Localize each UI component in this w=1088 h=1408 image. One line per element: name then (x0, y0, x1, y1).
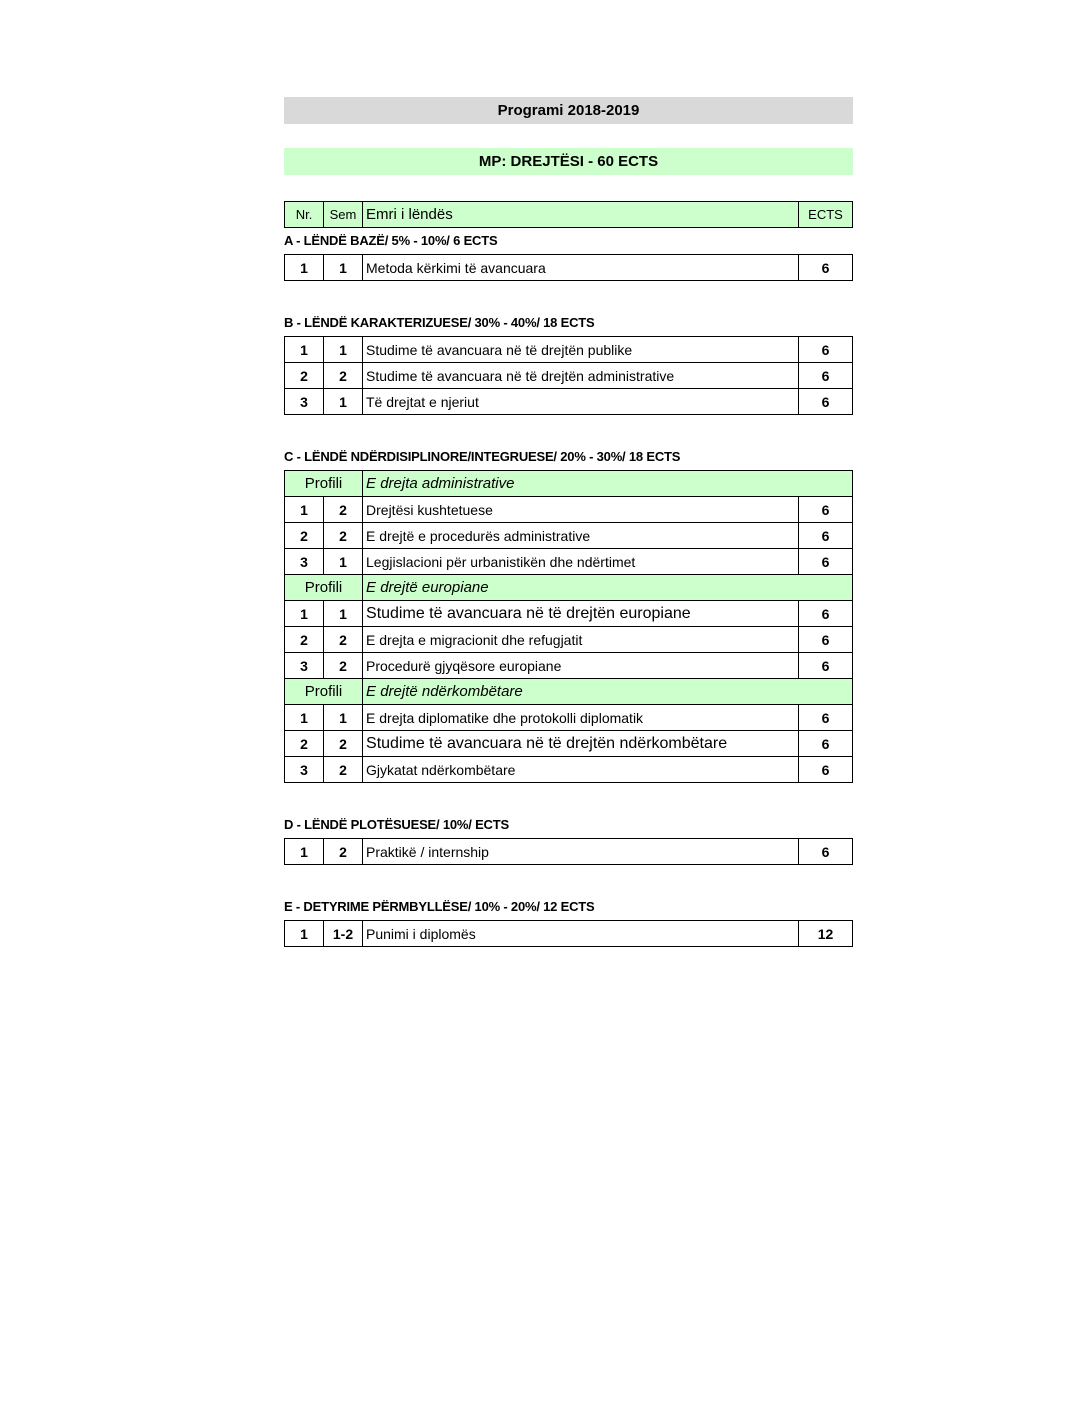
row-sem: 1 (324, 549, 363, 575)
row-name: Studime të avancuara në të drejtën publike (363, 337, 799, 363)
row-name: Punimi i diplomës (363, 921, 799, 947)
row-name: Studime të avancuara në të drejtën administrative (363, 363, 799, 389)
row-ects: 6 (799, 389, 853, 415)
header-name: Emri i lëndës (363, 202, 799, 228)
row-ects: 6 (799, 337, 853, 363)
row-sem: 2 (324, 523, 363, 549)
row-ects: 12 (799, 921, 853, 947)
row-sem: 2 (324, 757, 363, 783)
row-nr: 3 (285, 757, 324, 783)
profile-name: E drejtë ndërkombëtare (363, 679, 853, 705)
table-row (285, 627, 853, 653)
row-ects: 6 (799, 497, 853, 523)
profile-name: E drejtë europiane (363, 575, 853, 601)
row-sem: 2 (324, 497, 363, 523)
table-row (285, 731, 853, 757)
table-row (285, 757, 853, 783)
header-nr: Nr. (285, 202, 324, 228)
row-name: Studime të avancuara në të drejtën europiane (363, 601, 799, 627)
table-row (285, 389, 853, 415)
row-sem: 1 (324, 337, 363, 363)
row-ects: 6 (799, 549, 853, 575)
profile-label: Profili (285, 471, 363, 497)
row-nr: 2 (285, 523, 324, 549)
table-row (285, 921, 853, 947)
row-name: E drejtë e procedurës administrative (363, 523, 799, 549)
row-ects: 6 (799, 255, 853, 281)
table-row (285, 337, 853, 363)
section-e-title: E - DETYRIME PËRMBYLLËSE/ 10% - 20%/ 12 ECTS (284, 899, 595, 914)
row-sem: 2 (324, 731, 363, 757)
header-sem: Sem (324, 202, 363, 228)
row-sem: 2 (324, 839, 363, 865)
row-sem: 1 (324, 601, 363, 627)
row-nr: 1 (285, 705, 324, 731)
row-name: Praktikë / internship (363, 839, 799, 865)
row-sem: 2 (324, 627, 363, 653)
program-title: Programi 2018-2019 (284, 97, 853, 124)
row-nr: 1 (285, 601, 324, 627)
table-row (285, 363, 853, 389)
profile-name: E drejta administrative (363, 471, 853, 497)
header-row (285, 202, 853, 228)
section-a-title: A - LËNDË BAZË/ 5% - 10%/ 6 ECTS (284, 233, 498, 248)
row-ects: 6 (799, 757, 853, 783)
table-row (285, 705, 853, 731)
row-ects: 6 (799, 523, 853, 549)
row-name: Metoda kërkimi të avancuara (363, 255, 799, 281)
row-name: Procedurë gjyqësore europiane (363, 653, 799, 679)
row-name: Të drejtat e njeriut (363, 389, 799, 415)
row-nr: 1 (285, 921, 324, 947)
table-row (285, 839, 853, 865)
row-nr: 2 (285, 363, 324, 389)
row-nr: 3 (285, 549, 324, 575)
row-sem: 1 (324, 705, 363, 731)
row-name: E drejta diplomatike dhe protokolli diplomatik (363, 705, 799, 731)
section-c-title: C - LËNDË NDËRDISIPLINORE/INTEGRUESE/ 20% - 30%/ 18 ECTS (284, 449, 681, 464)
section-d-title: D - LËNDË PLOTËSUESE/ 10%/ ECTS (284, 817, 509, 832)
table-header (284, 201, 853, 228)
row-ects: 6 (799, 653, 853, 679)
row-nr: 1 (285, 255, 324, 281)
row-sem: 2 (324, 363, 363, 389)
profile-label: Profili (285, 575, 363, 601)
row-sem: 1 (324, 389, 363, 415)
row-nr: 1 (285, 337, 324, 363)
table-row (285, 255, 853, 281)
table-row (285, 653, 853, 679)
row-ects: 6 (799, 705, 853, 731)
row-ects: 6 (799, 839, 853, 865)
row-ects: 6 (799, 601, 853, 627)
row-sem: 1 (324, 255, 363, 281)
row-nr: 1 (285, 497, 324, 523)
section-c-table (284, 470, 853, 783)
section-b-table (284, 336, 853, 415)
section-d-table (284, 838, 853, 865)
row-nr: 3 (285, 389, 324, 415)
table-row (285, 601, 853, 627)
row-nr: 1 (285, 839, 324, 865)
row-ects: 6 (799, 363, 853, 389)
header-ects: ECTS (799, 202, 853, 228)
row-sem: 2 (324, 653, 363, 679)
row-ects: 6 (799, 627, 853, 653)
table-row (285, 523, 853, 549)
row-nr: 2 (285, 627, 324, 653)
row-name: Drejtësi kushtetuese (363, 497, 799, 523)
row-name: Legjislacioni për urbanistikën dhe ndërtimet (363, 549, 799, 575)
row-ects: 6 (799, 731, 853, 757)
program-subtitle: MP: DREJTËSI - 60 ECTS (284, 148, 853, 175)
profile-row (285, 679, 853, 705)
row-name: Studime të avancuara në të drejtën ndërkombëtare (363, 731, 799, 757)
profile-row (285, 471, 853, 497)
row-nr: 3 (285, 653, 324, 679)
program-document (284, 97, 853, 947)
section-e-table (284, 920, 853, 947)
row-name: Gjykatat ndërkombëtare (363, 757, 799, 783)
row-nr: 2 (285, 731, 324, 757)
profile-row (285, 575, 853, 601)
table-row (285, 549, 853, 575)
section-a-table (284, 254, 853, 281)
row-name: E drejta e migracionit dhe refugjatit (363, 627, 799, 653)
table-row (285, 497, 853, 523)
section-b-title: B - LËNDË KARAKTERIZUESE/ 30% - 40%/ 18 ECTS (284, 315, 595, 330)
profile-label: Profili (285, 679, 363, 705)
row-sem: 1-2 (324, 921, 363, 947)
